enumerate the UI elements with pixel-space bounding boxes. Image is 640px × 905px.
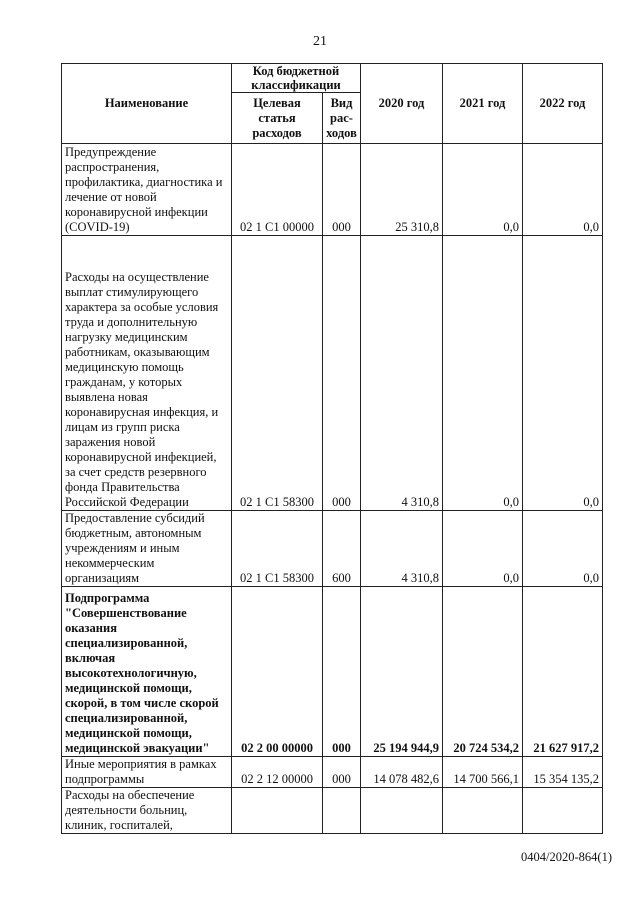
row-value-2020: 25 310,8 [361, 144, 443, 236]
row-code: 02 2 00 00000 [232, 587, 323, 757]
table-row [62, 144, 603, 236]
header-target-article: Целевая статья расходов [232, 93, 323, 144]
row-value-2021 [443, 788, 523, 834]
row-kind [323, 788, 361, 834]
table-row-subprogram [62, 587, 603, 757]
page-number: 21 [313, 34, 327, 49]
row-value-2020: 25 194 944,9 [361, 587, 443, 757]
row-name: Расходы на осуществление выплат стимулирующего характера за особые условия труда и дополнительную нагрузку медицинским работникам, оказывающим медицинскую помощь гражданам, у которых выявлена новая коронавирусная инфекция, и лицам из групп риска заражения новой коронавирусной инфекцией, за счет средств резервного фонда Правительства Российской Федерации [62, 236, 232, 511]
row-value-2021: 0,0 [443, 236, 523, 511]
row-value-2022 [523, 788, 603, 834]
row-code: 02 1 C1 58300 [232, 511, 323, 587]
header-expense-kind: Вид рас-ходов [323, 93, 361, 144]
row-kind: 000 [323, 236, 361, 511]
table-row [62, 236, 603, 511]
row-value-2020: 14 078 482,6 [361, 757, 443, 788]
row-value-2021: 0,0 [443, 511, 523, 587]
row-value-2020: 4 310,8 [361, 236, 443, 511]
row-name: Иные мероприятия в рамках подпрограммы [62, 757, 232, 788]
row-value-2021: 14 700 566,1 [443, 757, 523, 788]
budget-table [61, 63, 603, 834]
row-value-2021: 20 724 534,2 [443, 587, 523, 757]
row-name: Предупреждение распространения, профилактика, диагностика и лечение от новой коронавирусной инфекции (COVID-19) [62, 144, 232, 236]
row-value-2020 [361, 788, 443, 834]
row-name: Расходы на обеспечение деятельности больниц, клиник, госпиталей, [62, 788, 232, 834]
row-kind: 000 [323, 757, 361, 788]
row-kind: 600 [323, 511, 361, 587]
header-2021: 2021 год [443, 64, 523, 144]
row-name: Подпрограмма "Совершенствование оказания специализированной, включая высокотехнологичную, медицинской помощи, скорой, в том числе скорой специализированной, медицинской помощи, медицинской эвакуации" [62, 587, 232, 757]
header-2020: 2020 год [361, 64, 443, 144]
table-row [62, 511, 603, 587]
row-value-2020: 4 310,8 [361, 511, 443, 587]
header-2022: 2022 год [523, 64, 603, 144]
table-row [62, 757, 603, 788]
table-row [62, 788, 603, 834]
row-value-2022: 0,0 [523, 511, 603, 587]
row-kind: 000 [323, 587, 361, 757]
header-budget-classification: Код бюджетной классификации [232, 64, 361, 93]
row-value-2022: 21 627 917,2 [523, 587, 603, 757]
row-code: 02 1 C1 00000 [232, 144, 323, 236]
header-row-1 [62, 64, 603, 93]
header-name: Наименование [62, 64, 232, 144]
row-name: Предоставление субсидий бюджетным, автономным учреждениям и иным некоммерческим организациям [62, 511, 232, 587]
row-kind: 000 [323, 144, 361, 236]
row-code: 02 1 C1 58300 [232, 236, 323, 511]
row-value-2022: 0,0 [523, 144, 603, 236]
document-code: 0404/2020-864(1) [521, 850, 612, 864]
row-code [232, 788, 323, 834]
row-value-2022: 15 354 135,2 [523, 757, 603, 788]
row-value-2021: 0,0 [443, 144, 523, 236]
row-code: 02 2 12 00000 [232, 757, 323, 788]
row-value-2022: 0,0 [523, 236, 603, 511]
